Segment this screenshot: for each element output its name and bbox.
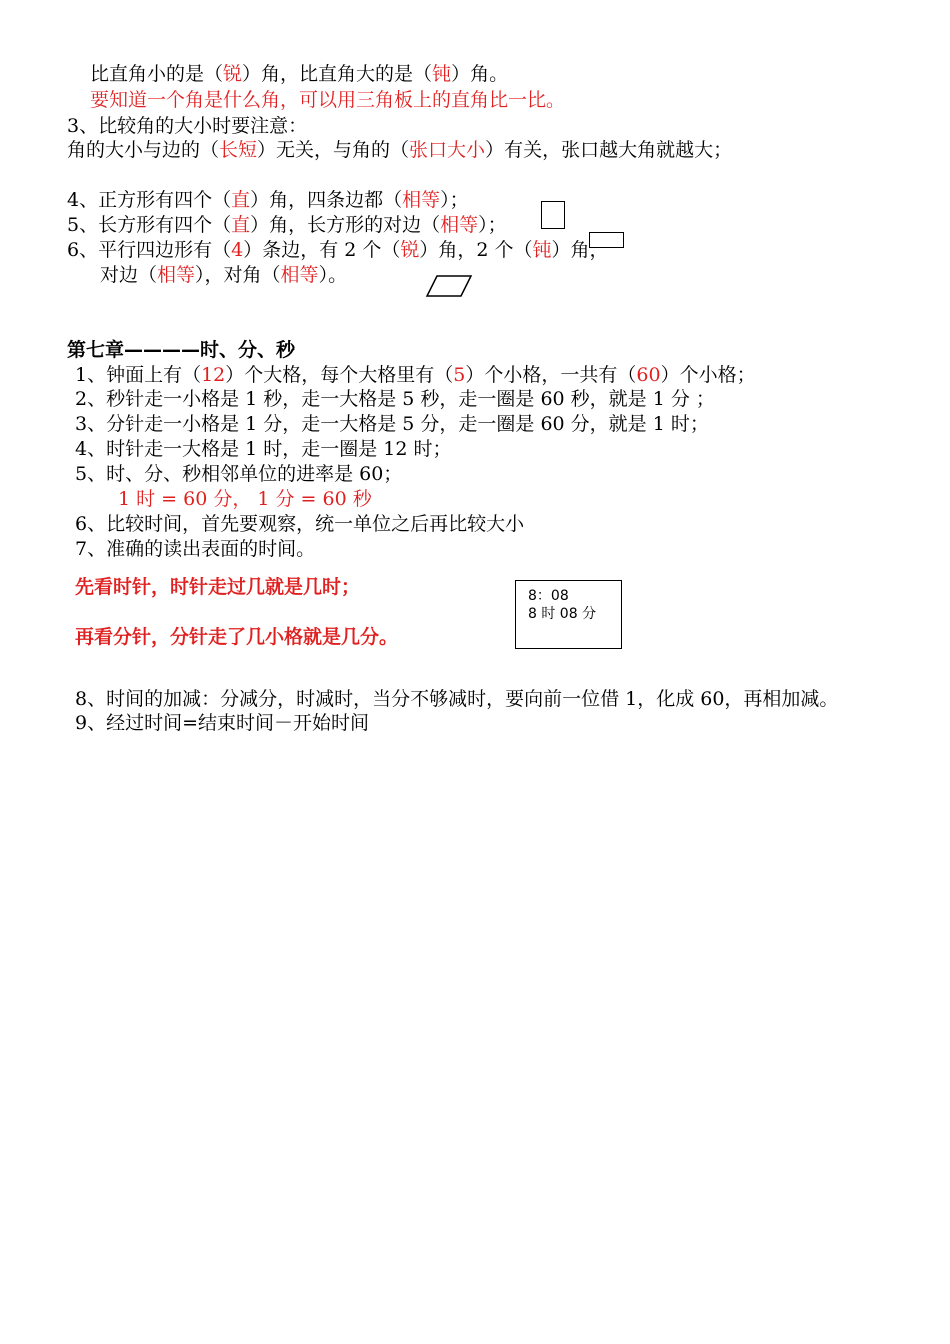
answer: 长短 bbox=[219, 139, 258, 161]
angle-line-3: 3、比较角的大小时要注意： bbox=[67, 115, 308, 137]
answer: 钝 bbox=[532, 239, 552, 261]
text: 比直角小的是（ bbox=[90, 63, 224, 85]
answer: 锐 bbox=[223, 63, 243, 85]
angle-line-7 bbox=[67, 238, 609, 262]
text: ）角，2 个（ bbox=[419, 239, 533, 261]
ch7-item-8: 8、时间的加减：分减分，时减时，当分不够减时，要向前一位借 1，化成 60，再相加减。 bbox=[75, 688, 839, 710]
text: ）有关，张口越大角就越大； bbox=[485, 139, 733, 161]
angle-line-5 bbox=[67, 188, 469, 212]
answer: 直 bbox=[231, 214, 251, 236]
text: 1、钟面上有（ bbox=[75, 364, 202, 386]
answer: 5 bbox=[453, 364, 466, 386]
text: 角的大小与边的（ bbox=[67, 139, 220, 161]
answer: 相等 bbox=[402, 189, 441, 211]
answer: 4 bbox=[231, 239, 244, 261]
ch7-item-5-conversion: 1 时 = 60 分， 1 分 = 60 秒 bbox=[118, 488, 372, 510]
text: ）。 bbox=[318, 264, 348, 286]
text: ）条边，有 2 个（ bbox=[243, 239, 401, 261]
answer: 12 bbox=[201, 364, 226, 386]
text: ）角，四条边都（ bbox=[250, 189, 403, 211]
text: ）无关，与角的（ bbox=[257, 139, 410, 161]
ch7-item-9: 9、经过时间=结束时间－开始时间 bbox=[75, 712, 370, 734]
angle-line-2: 要知道一个角是什么角，可以用三角板上的直角比一比。 bbox=[90, 89, 566, 111]
parallelogram-shape bbox=[425, 274, 473, 298]
text: ）个小格，一共有（ bbox=[465, 364, 637, 386]
time-example-box bbox=[515, 580, 622, 649]
answer: 60 bbox=[636, 364, 661, 386]
ch7-item-1 bbox=[75, 363, 756, 387]
text: ）角，长方形的对边（ bbox=[250, 214, 441, 236]
text: ），对角（ bbox=[195, 264, 281, 286]
answer: 直 bbox=[231, 189, 251, 211]
angle-line-8 bbox=[100, 263, 347, 287]
answer: 锐 bbox=[400, 239, 420, 261]
angle-line-6 bbox=[67, 213, 507, 237]
angle-line-1 bbox=[90, 62, 508, 86]
text: ）角， bbox=[551, 239, 609, 261]
time-chinese: 8 时 08 分 bbox=[528, 606, 597, 622]
time-digital: 8：08 bbox=[528, 588, 569, 604]
text: 4、正方形有四个（ bbox=[67, 189, 232, 211]
tip-hour-hand: 先看时针，时针走过几就是几时； bbox=[75, 576, 361, 598]
text: ）； bbox=[440, 189, 469, 211]
answer: 相等 bbox=[440, 214, 479, 236]
text: ）个小格； bbox=[660, 364, 756, 386]
text: 对边（ bbox=[100, 264, 158, 286]
ch7-item-5: 5、时、分、秒相邻单位的进率是 60； bbox=[75, 463, 403, 485]
answer: 相等 bbox=[280, 264, 319, 286]
square-shape bbox=[541, 201, 565, 229]
ch7-item-2: 2、秒针走一小格是 1 秒，走一大格是 5 秒，走一圈是 60 秒，就是 1 分 ； bbox=[75, 388, 715, 410]
text: 5、长方形有四个（ bbox=[67, 214, 232, 236]
ch7-item-6: 6、比较时间，首先要观察，统一单位之后再比较大小 bbox=[75, 513, 525, 535]
text: ）角，比直角大的是（ bbox=[242, 63, 433, 85]
chapter-title: 第七章————时、分、秒 bbox=[67, 339, 296, 361]
ch7-item-7: 7、准确的读出表面的时间。 bbox=[75, 538, 316, 560]
answer: 张口大小 bbox=[409, 139, 486, 161]
ch7-item-3: 3、分针走一小格是 1 分，走一大格是 5 分，走一圈是 60 分，就是 1 时； bbox=[75, 413, 709, 435]
answer: 钝 bbox=[432, 63, 452, 85]
angle-line-4 bbox=[67, 138, 732, 162]
answer: 相等 bbox=[157, 264, 196, 286]
text: ）角。 bbox=[451, 63, 509, 85]
ch7-item-4: 4、时针走一大格是 1 时，走一圈是 12 时； bbox=[75, 438, 452, 460]
tip-minute-hand: 再看分针，分针走了几小格就是几分。 bbox=[75, 626, 399, 648]
rectangle-shape bbox=[589, 232, 624, 248]
text: ）个大格，每个大格里有（ bbox=[225, 364, 454, 386]
text: ）； bbox=[478, 214, 507, 236]
text: 6、平行四边形有（ bbox=[67, 239, 232, 261]
